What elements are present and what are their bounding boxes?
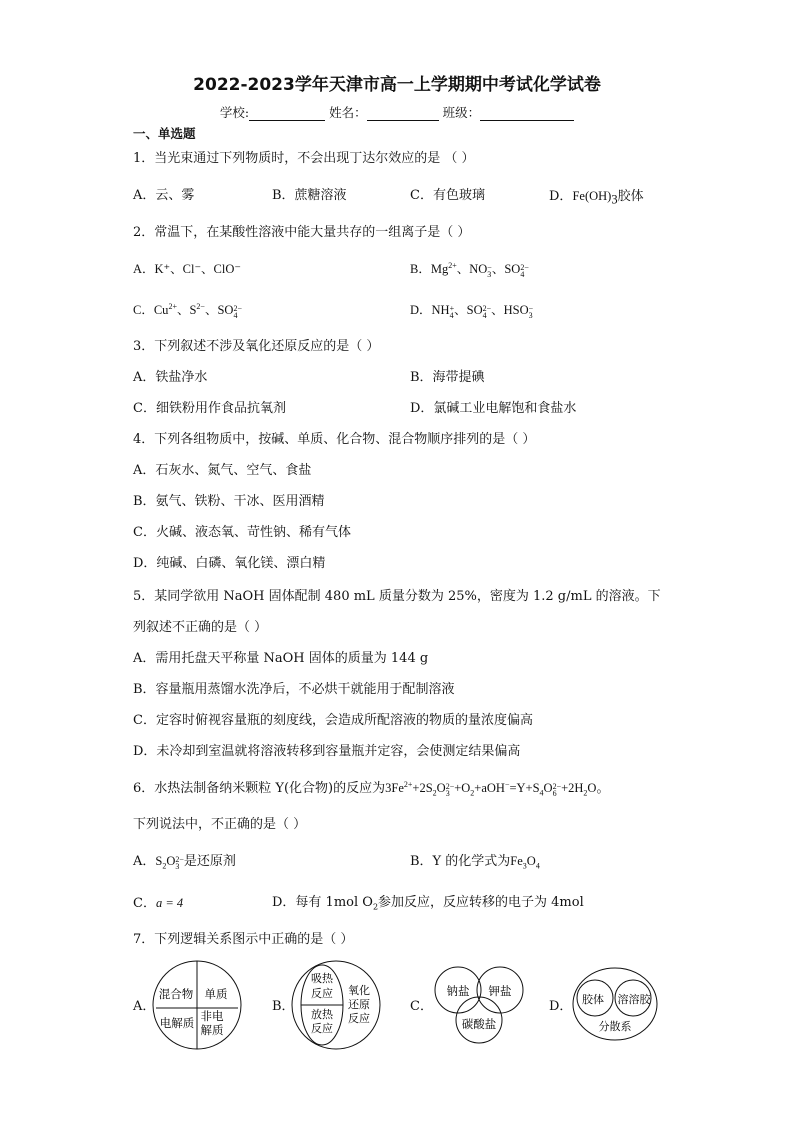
q4-option-a[interactable]: A．石灰水、氮气、空气、食盐	[133, 463, 312, 478]
q3-stem: 3．下列叙述不涉及氧化还原反应的是（ ）	[133, 339, 380, 354]
q1-option-c[interactable]: C．有色玻璃	[410, 188, 485, 203]
q6-option-c[interactable]	[133, 894, 183, 913]
diag-b-r2: 还原	[348, 998, 370, 1011]
q4-option-c[interactable]: C．火碱、液态氧、苛性钠、稀有气体	[133, 525, 351, 540]
diag-b-r3: 反应	[348, 1012, 370, 1025]
diag-b-l1: 吸热	[311, 972, 333, 985]
q4-stem: 4．下列各组物质中，按碱、单质、化合物、混合物顺序排列的是（ ）	[133, 432, 536, 447]
diag-a-electrolyte: 电解质	[159, 1016, 195, 1030]
class-field[interactable]	[480, 106, 574, 121]
diag-b-l3: 放热	[311, 1008, 333, 1021]
q1-option-b[interactable]: B．蔗糖溶液	[272, 188, 347, 203]
q2-option-c[interactable]	[133, 301, 242, 319]
diag-d-dispersion: 分散系	[598, 1020, 632, 1033]
q6-stem-line1	[133, 779, 609, 798]
q6-d-sub: 2	[372, 902, 379, 912]
q2-d-nh4-scripts: + 4	[449, 304, 455, 320]
q6-stem-prefix: 6．水热法制备纳米颗粒 Y(化合物)的反应为	[133, 781, 386, 796]
q2-d-hso3: HSO	[503, 303, 529, 317]
q2-option-d[interactable]	[410, 301, 533, 319]
q2-b-no3-scripts: − 3	[487, 263, 492, 279]
q2-d-sep2: 、	[491, 303, 504, 317]
q2-d-so4-scripts: 2− 4	[482, 304, 492, 320]
q6-a-formula: $S_2O$ 2− 3	[155, 854, 184, 871]
q5-stem-line1: 5．某同学欲用 NaOH 固体配制 480 mL 质量分数为 25%，密度为 1.2 g/mL 的溶液。下	[133, 589, 661, 604]
q2-c-s: S	[189, 303, 197, 317]
q7-option-d-label[interactable]: D．	[549, 999, 573, 1014]
q1-option-a[interactable]: A．云、雾	[133, 188, 195, 203]
q1-stem: 1．当光束通过下列物质时，不会出现丁达尔效应的是 （ ）	[133, 151, 475, 166]
q2-c-s-charge: 2−	[196, 301, 205, 311]
q2-b-mg-charge: 2+	[448, 260, 457, 270]
q2-b-mg: B．Mg	[410, 262, 449, 276]
student-info-line	[0, 103, 794, 121]
q2-c-so4-scripts: 2− 4	[233, 304, 242, 320]
q2-option-b[interactable]	[410, 260, 529, 278]
q5-stem-line2: 列叙述不正确的是（ ）	[133, 620, 268, 635]
q6-a-text: 是还原剂	[183, 854, 236, 869]
q5-option-d[interactable]: D．未冷却到室温就将溶液转移到容量瓶并定容，会使测定结果偏高	[133, 744, 521, 759]
q1-d-label: D．	[549, 189, 573, 204]
q2-b-so4: SO	[504, 262, 521, 276]
q2-b-no3: NO	[469, 262, 488, 276]
q2-c-cu: C．Cu	[133, 303, 169, 317]
q2-c-cu-charge: 2+	[168, 301, 177, 311]
name-label: 姓名：	[329, 105, 367, 120]
q6-stem-line2: 下列说法中，不正确的是（ ）	[133, 817, 307, 832]
q6-option-a[interactable]	[133, 852, 236, 871]
q2-c-so4: SO	[217, 303, 234, 317]
q1-d-formula: Fe(OH)	[572, 189, 612, 203]
q7-diagram-d	[571, 966, 659, 1042]
q2-option-a[interactable]: A．K⁺、Cl⁻、ClO⁻	[133, 262, 241, 276]
diag-c-sodium: 钠盐	[446, 984, 470, 998]
q5-option-b[interactable]: B．容量瓶用蒸馏水洗净后，不必烘干就能用于配制溶液	[133, 682, 455, 697]
school-label: 学校:	[219, 105, 250, 120]
q4-option-d[interactable]: D．纯碱、白磷、氧化镁、漂白精	[133, 556, 326, 571]
q7-diagram-b	[291, 960, 381, 1050]
q2-stem: 2．常温下，在某酸性溶液中能大量共存的一组离子是（ ）	[133, 225, 471, 240]
q5-option-c[interactable]: C．定容时俯视容量瓶的刻度线，会造成所配溶液的物质的量浓度偏高	[133, 713, 533, 728]
q4-option-b[interactable]: B．氨气、铁粉、干冰、医用酒精	[133, 494, 325, 509]
diag-d-colloid: 胶体	[582, 993, 604, 1006]
q3-option-d[interactable]: D．氯碱工业电解饱和食盐水	[410, 401, 577, 416]
q2-c-sep2: 、	[204, 303, 218, 317]
q2-d-sep1: 、	[454, 303, 467, 317]
q3-option-b[interactable]: B．海带提碘	[410, 370, 485, 385]
q7-stem: 7．下列逻辑关系图示中正确的是（ ）	[133, 932, 354, 947]
q1-d-sub: 3	[611, 192, 618, 207]
diag-c-potassium: 钾盐	[488, 984, 512, 998]
q2-b-sep1: 、	[456, 262, 470, 276]
q7-option-c-label[interactable]: C．	[410, 999, 433, 1014]
diag-c-carbonate: 碳酸盐	[461, 1017, 497, 1031]
q2-d-hso3-scripts: − 3	[528, 304, 534, 320]
q1-d-text: 胶体	[617, 189, 644, 204]
q6-d-text1: D．每有 1mol O	[272, 895, 373, 910]
diag-b-r1: 氧化	[348, 984, 370, 997]
q7-diagram-a	[152, 960, 242, 1050]
section-heading: 一、单选题	[133, 126, 196, 141]
q6-d-text2: 参加反应，反应转移的电子为 4mol	[378, 895, 584, 910]
q7-option-a-label[interactable]: A．	[133, 999, 156, 1014]
diag-a-element: 单质	[204, 987, 228, 1001]
q6-option-b[interactable]	[410, 852, 540, 871]
q5-option-a[interactable]: A．需用托盘天平称量 NaOH 固体的质量为 144 g	[133, 651, 429, 666]
q6-option-d[interactable]	[272, 894, 584, 912]
q6-equation: $3Fe^{2+}+2S_2O$ 2− 3 $+O_2+aOH^-=Y+S_4O$ 2− 6 $+2H_2O$	[385, 779, 597, 798]
exam-title: 2022-2023学年天津市高一上学期期中考试化学试卷	[193, 75, 601, 95]
q3-option-c[interactable]: C．细铁粉用作食品抗氧剂	[133, 401, 286, 416]
diag-a-mixture: 混合物	[158, 987, 194, 1001]
diag-d-sol: 溶溶胶	[617, 993, 651, 1006]
q7-option-b-label[interactable]: B．	[272, 999, 295, 1014]
q7-diagram-c	[432, 964, 526, 1044]
school-field[interactable]	[249, 106, 325, 121]
diag-a-non: 非电	[200, 1009, 224, 1023]
q3-option-a[interactable]: A．铁盐净水	[133, 370, 208, 385]
q6-c-equation: a = 4	[155, 896, 184, 910]
q6-a-label: A．	[133, 854, 156, 869]
q6-stem-end: 。	[596, 781, 610, 796]
q6-c-label: C．	[133, 896, 156, 911]
q6-b-formula: $Fe_3O_4$	[510, 854, 540, 871]
q6-b-label: B．Y 的化学式为	[410, 854, 511, 869]
diag-b-l2: 反应	[311, 987, 333, 1000]
name-field[interactable]	[367, 106, 439, 121]
q2-b-sep2: 、	[491, 262, 505, 276]
q2-b-so4-scripts: 2− 4	[520, 263, 529, 279]
q1-option-d[interactable]	[549, 187, 644, 206]
q2-d-nh4: D．NH	[410, 303, 450, 317]
diag-b-l4: 反应	[311, 1022, 333, 1035]
q2-c-sep1: 、	[176, 303, 190, 317]
q2-d-so4: SO	[466, 303, 483, 317]
class-label: 班级：	[442, 105, 481, 120]
diag-a-nonelectrolyte: 解质	[200, 1023, 224, 1037]
